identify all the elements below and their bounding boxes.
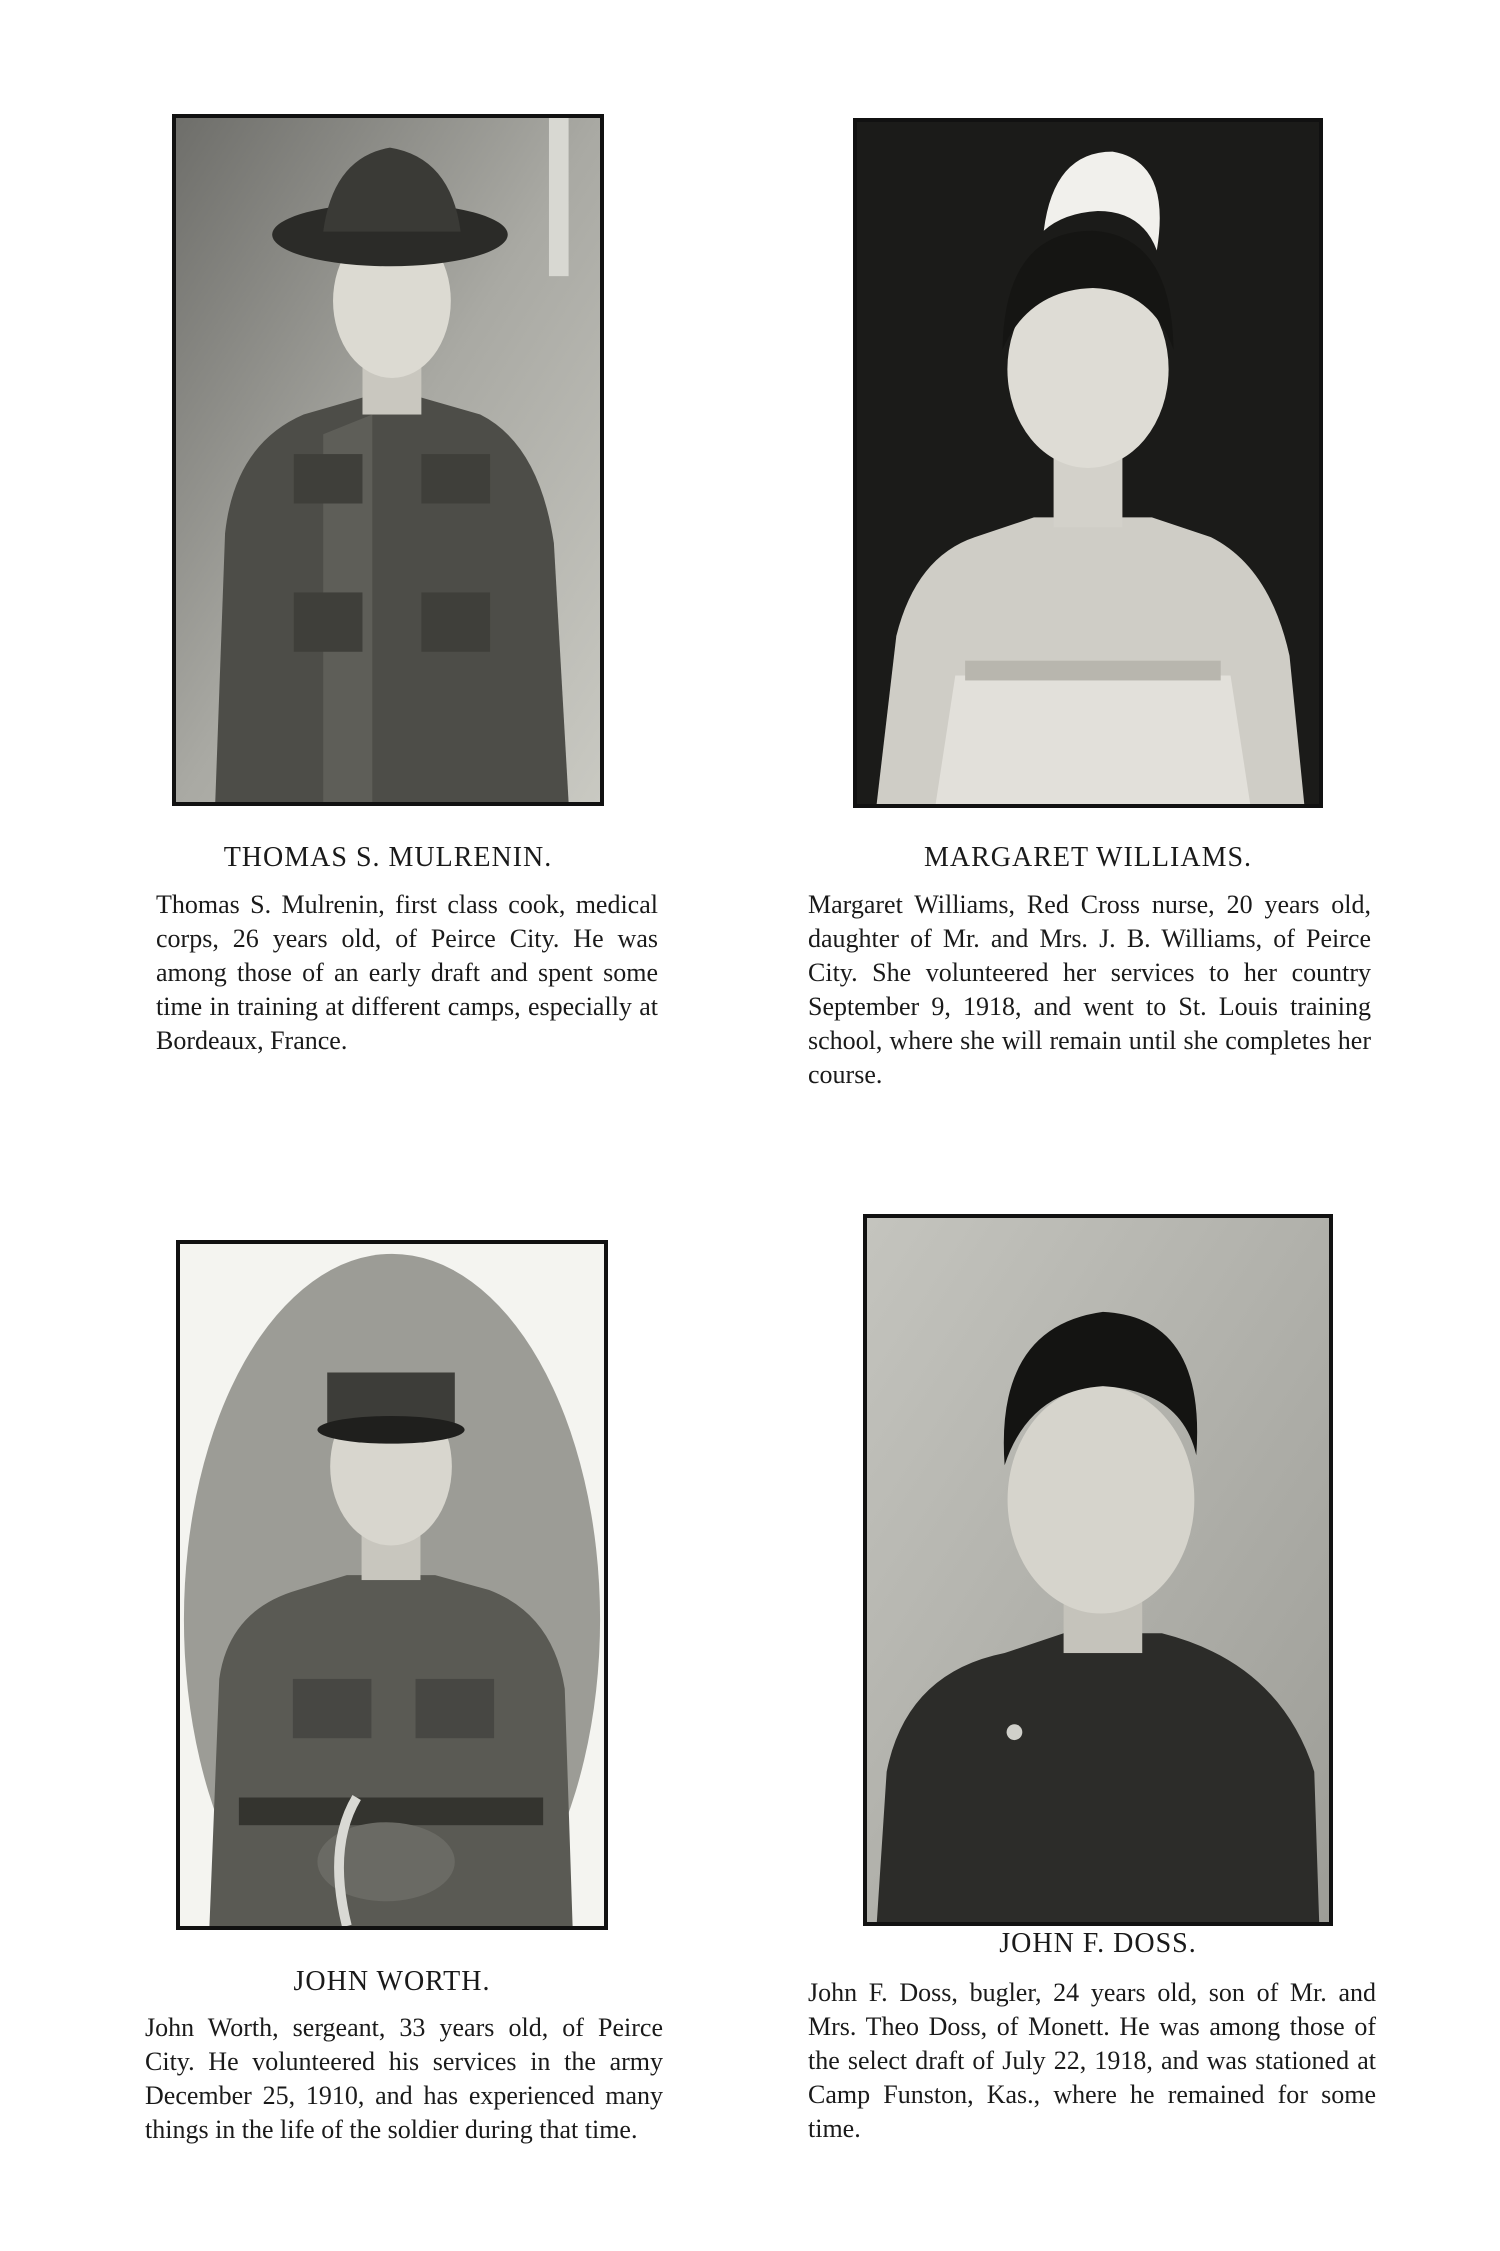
bugler-portrait-icon bbox=[867, 1218, 1329, 1922]
name-caption-worth: JOHN WORTH. bbox=[293, 1966, 491, 1997]
nurse-portrait-icon bbox=[857, 122, 1319, 804]
name-caption-williams: MARGARET WILLIAMS. bbox=[923, 842, 1253, 873]
bio-text-worth: John Worth, sergeant, 33 years old, of Peirce City. He volunteered his services in the army December 25, 1910, and has experienced many things in the life of the soldier during that time. bbox=[145, 2013, 663, 2144]
name-caption-doss: JOHN F. DOSS. bbox=[999, 1928, 1197, 1959]
portrait-photo-mulrenin bbox=[172, 114, 604, 806]
bio-text-williams: Margaret Williams, Red Cross nurse, 20 years old, daughter of Mr. and Mrs. J. B. Williams, of Peirce City. She volunteered her services to her country September 9, 1918, and went to St. Louis training school, where she will remain until she completes her course. bbox=[808, 890, 1371, 1089]
soldier-portrait-icon bbox=[176, 118, 600, 802]
bio-text-doss: John F. Doss, bugler, 24 years old, son of Mr. and Mrs. Theo Doss, of Monett. He was among those of the select draft of July 22, 1918, and was stationed at Camp Funston, Kas., where he remained for some time. bbox=[808, 1978, 1376, 2143]
name-caption-mulrenin: THOMAS S. MULRENIN. bbox=[223, 842, 553, 873]
sergeant-portrait-icon bbox=[180, 1244, 604, 1926]
portrait-photo-williams bbox=[853, 118, 1323, 808]
portrait-photo-worth bbox=[176, 1240, 608, 1930]
bio-text-mulrenin: Thomas S. Mulrenin, first class cook, medical corps, 26 years old, of Peirce City. He was among those of an early draft and spent some time in training at different camps, especially at Bordeaux, France. bbox=[156, 890, 658, 1055]
portrait-photo-doss bbox=[863, 1214, 1333, 1926]
